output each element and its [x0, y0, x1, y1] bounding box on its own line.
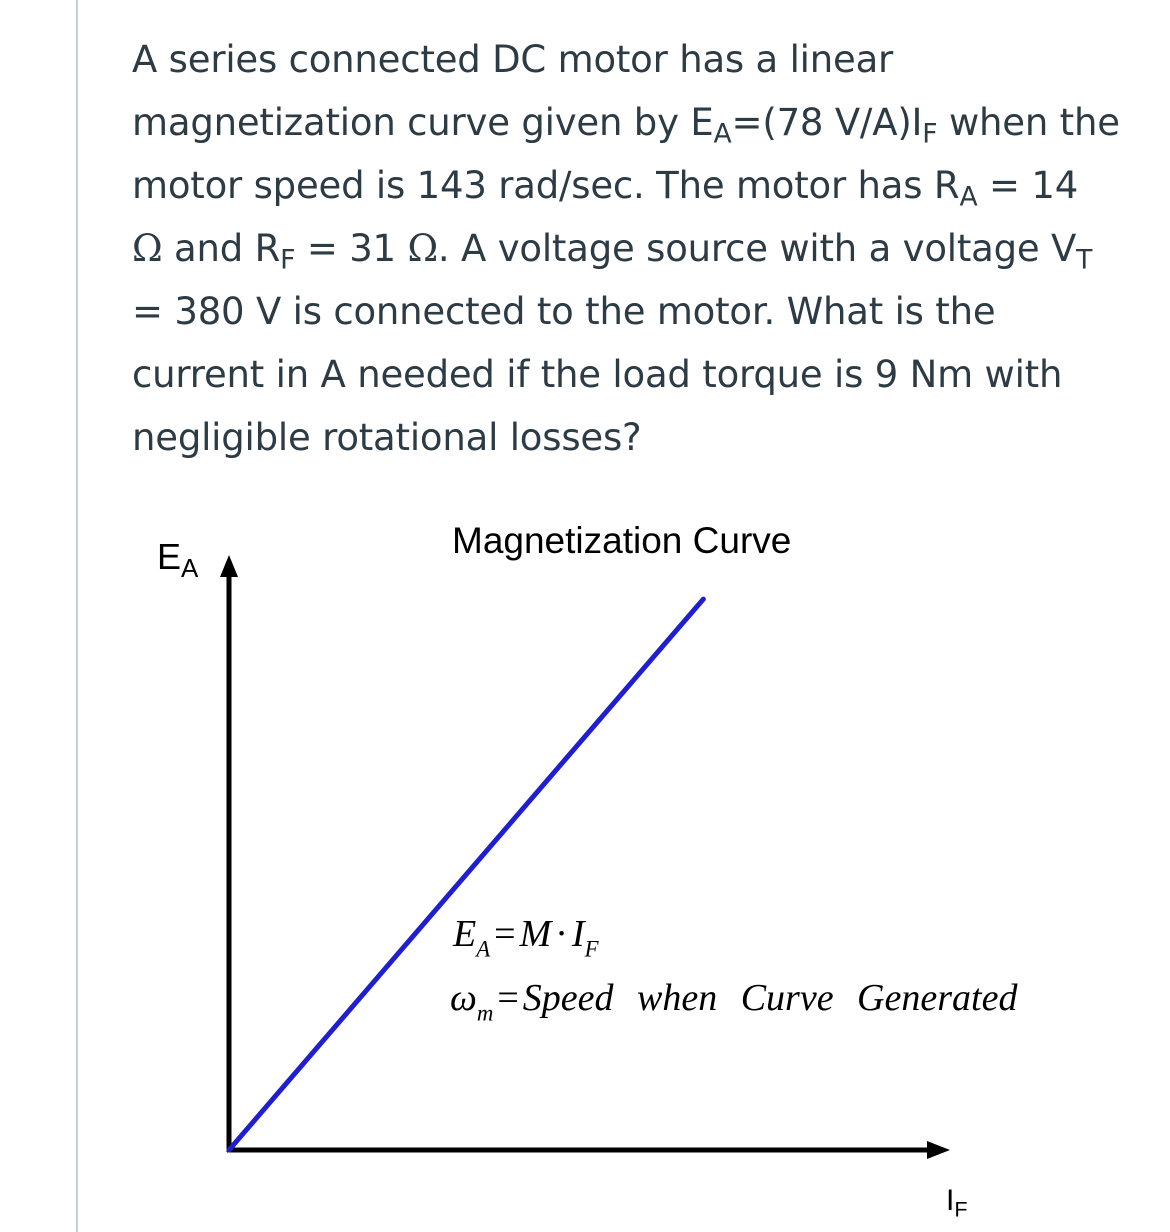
x-axis-label-main: I	[946, 1184, 955, 1217]
eq2-rhs: Speed when Curve Generated	[522, 977, 1018, 1019]
equation-speed	[450, 976, 1018, 1026]
question-line-6-text: current in A needed if the load torque is 9 Nm with	[132, 353, 1063, 396]
question-line-2-text-c: when the	[937, 101, 1120, 144]
question-line-2	[132, 91, 1132, 154]
question-line-6	[132, 343, 1132, 406]
question-line-5-text: = 380 V is connected to the motor. What is the	[132, 290, 996, 333]
question-text	[132, 28, 1132, 469]
eq1-dot: ·	[555, 913, 568, 955]
ohm-symbol-1: Ω	[132, 227, 163, 270]
x-axis-label-sub: F	[954, 1196, 968, 1222]
magnetization-line	[229, 599, 703, 1150]
eq1-m: M	[519, 913, 552, 955]
magnetization-plot	[0, 500, 1170, 1232]
ra-subscript: A	[959, 181, 978, 213]
y-axis-label	[157, 536, 199, 583]
if-subscript: F	[922, 118, 938, 150]
question-line-1	[132, 28, 1132, 91]
question-line-1-text: A series connected DC motor has a linear	[132, 38, 894, 81]
y-axis-arrowhead	[220, 555, 238, 577]
question-line-7	[132, 406, 1132, 469]
x-axis-label	[946, 1184, 968, 1222]
y-axis-label-main: E	[157, 536, 182, 577]
x-axis-arrowhead	[927, 1141, 950, 1159]
y-axis-label-sub: A	[181, 554, 199, 583]
vt-subscript: T	[1076, 244, 1093, 276]
question-line-4	[132, 217, 1132, 280]
question-line-4-text-c: . A voltage source with a voltage V	[437, 227, 1077, 270]
eq1-lhs: E	[453, 913, 477, 955]
question-line-3	[132, 154, 1132, 217]
eq1-i-sub: F	[584, 936, 599, 962]
magnetization-curve-figure	[0, 500, 1170, 1232]
equation-ea	[453, 912, 599, 962]
figure-title: Magnetization Curve	[452, 520, 792, 561]
eq1-equals: =	[494, 913, 516, 955]
question-line-2-text-a: magnetization curve given by E	[132, 101, 714, 144]
question-line-5	[132, 280, 1132, 343]
question-line-7-text: negligible rotational losses?	[132, 416, 642, 459]
eq2-equals: =	[497, 977, 519, 1019]
question-line-4-text-a: and R	[162, 227, 281, 270]
question-line-2-text-b: =(78 V/A)I	[731, 101, 923, 144]
eq1-lhs-sub: A	[476, 936, 491, 962]
eq1-i: I	[571, 913, 585, 955]
question-line-4-text-b: = 31	[295, 227, 408, 270]
question-line-3-text-a: motor speed is 143 rad/sec. The motor has R	[132, 164, 960, 207]
eq2-omega-sub: m	[476, 1000, 494, 1026]
eq2-omega: ω	[450, 977, 477, 1019]
question-line-3-text-b: = 14	[977, 164, 1079, 207]
ohm-symbol-2: Ω	[407, 227, 438, 270]
ea-subscript: A	[713, 118, 732, 150]
rf-subscript: F	[280, 244, 296, 276]
